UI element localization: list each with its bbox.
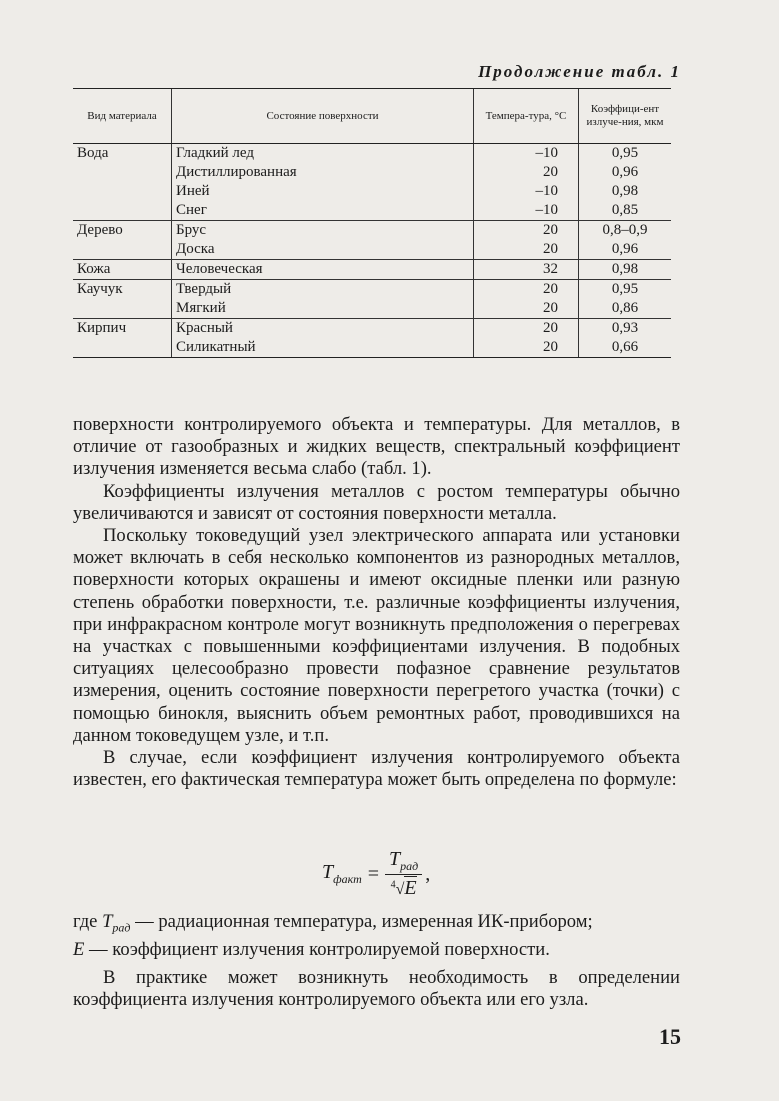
header-material: Вид материала — [73, 89, 172, 144]
table-row — [73, 299, 671, 319]
cell-material — [73, 163, 172, 182]
table-row — [73, 319, 671, 339]
emissivity-table — [73, 88, 671, 358]
where-text-2: — коэффициент излучения контролируемой поверхности. — [84, 938, 550, 960]
cell-temperature: 20 — [474, 163, 579, 182]
cell-temperature: 20 — [474, 280, 579, 300]
cell-coefficient: 0,86 — [579, 299, 672, 319]
where-subscript-1: рад — [112, 920, 131, 935]
cell-coefficient: 0,93 — [579, 319, 672, 339]
cell-material — [73, 201, 172, 221]
cell-material — [73, 240, 172, 260]
formula-den-symbol: E — [404, 877, 417, 899]
cell-temperature: –10 — [474, 182, 579, 201]
cell-surface: Дистиллированная — [172, 163, 474, 182]
formula-explanation — [73, 911, 680, 1012]
formula-num-symbol: T — [389, 848, 401, 870]
header-surface: Состояние поверхности — [172, 89, 474, 144]
formula-fraction — [385, 848, 422, 900]
cell-temperature: 20 — [474, 338, 579, 358]
cell-material: Кирпич — [73, 319, 172, 339]
paragraph: Поскольку токоведущий узел электрического аппарата или установки может включать в себя несколько компонентов из разнородных металлов, поверхности которых окрашены и имеют оксидные пленки или разную степень обработки поверхности, т.е. различные коэффициенты излучения, при инфракрасном контроле могут возникнуть предположения о перегревах на участках с повышенными коэффициентами излучения. В подобных ситуациях целесообразно провести пофазное сравнение результатов измерения, оценить состояние поверхности перегретого участка (точки) с помощью бинокля, выяснить объем ремонтных работ, проводившихся на данном токоведущем узле, и т.п. — [73, 525, 680, 746]
cell-material — [73, 182, 172, 201]
cell-temperature: 32 — [474, 260, 579, 280]
table-caption: Продолжение табл. 1 — [478, 62, 681, 81]
cell-coefficient: 0,98 — [579, 260, 672, 280]
formula-lhs-subscript: факт — [333, 872, 362, 886]
paragraph: В практике может возникнуть необходимость в определении коэффициента излучения контролируемого объекта или его узла. — [73, 967, 680, 1011]
cell-temperature: –10 — [474, 201, 579, 221]
formula-equals: = — [367, 862, 380, 885]
cell-surface: Твердый — [172, 280, 474, 300]
cell-material — [73, 299, 172, 319]
cell-material: Вода — [73, 144, 172, 164]
cell-coefficient: 0,8–0,9 — [579, 221, 672, 241]
cell-coefficient: 0,98 — [579, 182, 672, 201]
table-header-row — [73, 89, 671, 144]
table-row — [73, 221, 671, 241]
paragraph: В случае, если коэффициент излучения контролируемого объекта известен, его фактическая температура может быть определена по формуле: — [73, 747, 680, 791]
paragraph: Коэффициенты излучения металлов с ростом температуры обычно увеличиваются и зависят от состояния поверхности металла. — [73, 480, 680, 524]
cell-surface: Брус — [172, 221, 474, 241]
body-text — [73, 414, 680, 791]
where-line-1 — [73, 911, 680, 939]
where-prefix: где — [73, 911, 103, 932]
cell-surface: Снег — [172, 201, 474, 221]
cell-surface: Иней — [172, 182, 474, 201]
where-symbol-2: E — [73, 938, 85, 960]
cell-temperature: 20 — [474, 221, 579, 241]
where-line-2 — [73, 939, 680, 961]
formula-lhs-symbol: T — [322, 861, 334, 883]
cell-surface: Силикатный — [172, 338, 474, 358]
cell-coefficient: 0,85 — [579, 201, 672, 221]
cell-material: Кожа — [73, 260, 172, 280]
table-row — [73, 201, 671, 221]
formula-trail: , — [425, 862, 431, 885]
header-coefficient: Коэффици-ент излуче-ния, мкм — [579, 89, 672, 144]
cell-coefficient: 0,96 — [579, 240, 672, 260]
table-row — [73, 240, 671, 260]
table-row — [73, 338, 671, 358]
formula-lhs — [322, 861, 362, 887]
formula-denominator — [387, 875, 421, 900]
cell-surface: Человеческая — [172, 260, 474, 280]
root-sign-icon: $^4$√ — [390, 879, 405, 898]
cell-material: Каучук — [73, 280, 172, 300]
table-row — [73, 280, 671, 300]
cell-material — [73, 338, 172, 358]
formula-num-subscript: рад — [400, 859, 419, 873]
formula — [322, 848, 430, 900]
cell-coefficient: 0,96 — [579, 163, 672, 182]
cell-surface: Гладкий лед — [172, 144, 474, 164]
cell-surface: Красный — [172, 319, 474, 339]
cell-surface: Мягкий — [172, 299, 474, 319]
cell-coefficient: 0,95 — [579, 280, 672, 300]
cell-temperature: 20 — [474, 319, 579, 339]
cell-temperature: 20 — [474, 299, 579, 319]
table-row — [73, 260, 671, 280]
cell-coefficient: 0,95 — [579, 144, 672, 164]
table-row — [73, 163, 671, 182]
where-symbol-1: T — [102, 911, 113, 932]
table-row — [73, 144, 671, 164]
table-row — [73, 182, 671, 201]
paragraph: поверхности контролируемого объекта и температуры. Для металлов, в отличие от газообразных и жидких веществ, спектральный коэффициент излучения изменяется весьма слабо (табл. 1). — [73, 414, 680, 480]
cell-temperature: –10 — [474, 144, 579, 164]
root-index: 4 — [390, 879, 396, 891]
cell-material: Дерево — [73, 221, 172, 241]
cell-coefficient: 0,66 — [579, 338, 672, 358]
page-number: 15 — [659, 1024, 681, 1049]
formula-numerator — [385, 848, 422, 875]
header-temperature: Темпера-тура, °С — [474, 89, 579, 144]
cell-temperature: 20 — [474, 240, 579, 260]
cell-surface: Доска — [172, 240, 474, 260]
where-text-1: — радиационная температура, измеренная ИК-прибором; — [130, 911, 593, 932]
